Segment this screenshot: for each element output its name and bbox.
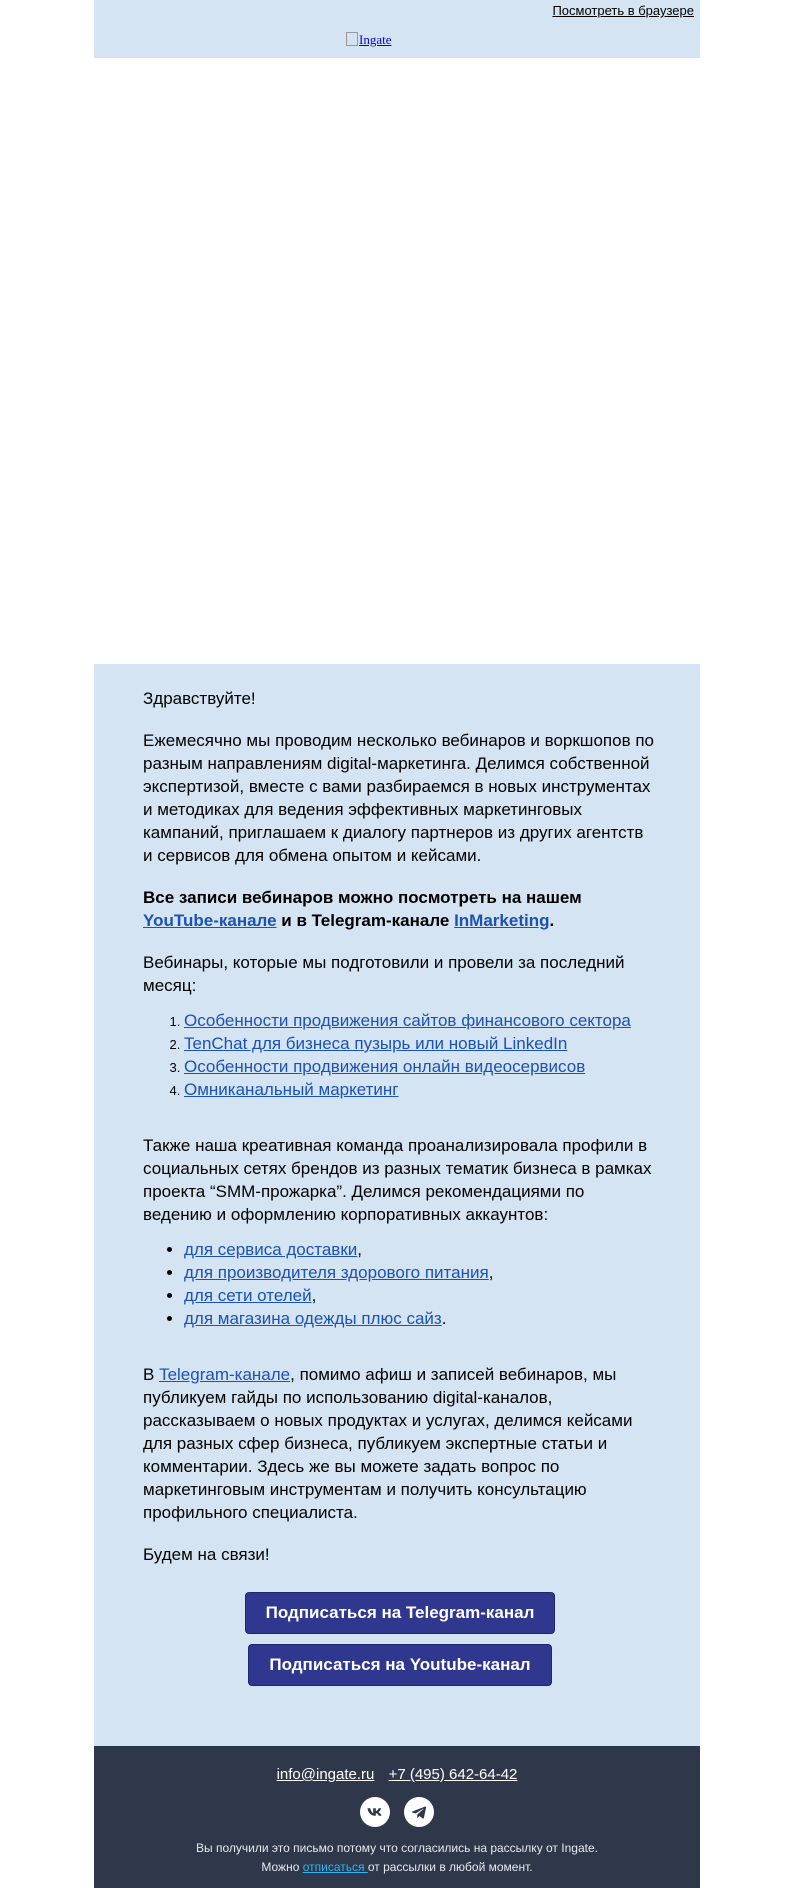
smm-link-healthy-food[interactable]: для производителя здорового питания <box>184 1263 489 1282</box>
list-suffix: , <box>311 1286 317 1305</box>
view-in-browser-link[interactable]: Посмотреть в браузере <box>552 3 694 18</box>
webinar-link-video-services[interactable]: Особенности продвижения онлайн видеосервисов <box>184 1057 586 1076</box>
social-links <box>94 1797 700 1827</box>
list-item <box>184 1238 657 1261</box>
phone-link[interactable]: +7 (495) 642-64-42 <box>388 1766 518 1783</box>
list-item <box>184 1032 657 1055</box>
records-text-2: и в Telegram-канале <box>276 911 455 930</box>
telegram-text: , помимо афиш и записей вебинаров, мы публикуем гайды по использованию digital-каналов, рассказываем о новых продуктах и услугах, делимся кейсами для разных сфер бизнеса, публикуем экспертные статьи и комментарии. Здесь же вы можете задать вопрос по маркетинговым инструментам и получить консультацию профильного специалиста. <box>143 1365 633 1522</box>
ingate-logo-link[interactable] <box>346 32 391 48</box>
webinars-list <box>143 1009 657 1101</box>
youtube-channel-link[interactable]: YouTube-канале <box>143 911 277 930</box>
list-item <box>184 1078 657 1101</box>
webinar-link-tenchat[interactable]: TenChat для бизнеса пузырь или новый LinkedIn <box>184 1034 568 1053</box>
inmarketing-link[interactable]: InMarketing <box>454 911 550 930</box>
greeting: Здравствуйте! <box>143 689 256 708</box>
hero-image-area <box>94 58 700 664</box>
list-suffix: . <box>441 1309 447 1328</box>
list-item <box>184 1261 657 1284</box>
list-item <box>184 1284 657 1307</box>
smm-intro: Также наша креативная команда проанализировала профили в социальных сетях брендов из разных тематик бизнеса в рамках проекта “SMM-прожарка”. Делимся рекомендациями по ведению и оформлению корпоративных аккаунтов: <box>143 1136 652 1224</box>
notice-prefix: Можно <box>261 1860 303 1874</box>
list-suffix: , <box>488 1263 494 1282</box>
webinar-link-omnichannel[interactable]: Омниканальный маркетинг <box>184 1080 399 1099</box>
records-text-1: Все записи вебинаров можно посмотреть на нашем <box>143 888 582 907</box>
webinar-link-financial[interactable]: Особенности продвижения сайтов финансового сектора <box>184 1011 631 1030</box>
telegram-channel-link[interactable]: Telegram-канале <box>159 1365 291 1384</box>
email-header <box>94 0 700 58</box>
subscribe-youtube-button[interactable]: Подписаться на Youtube-канал <box>248 1644 551 1686</box>
records-text-3: . <box>549 911 555 930</box>
notice-line-2 <box>94 1858 700 1877</box>
smm-link-delivery[interactable]: для сервиса доставки <box>184 1240 358 1259</box>
subscription-notice <box>94 1839 700 1877</box>
email-link[interactable]: info@ingate.ru <box>276 1766 375 1783</box>
list-item <box>184 1307 657 1330</box>
telegram-icon[interactable] <box>404 1797 434 1827</box>
list-suffix: , <box>357 1240 363 1259</box>
vk-icon[interactable] <box>360 1797 390 1827</box>
email-container <box>94 0 700 1888</box>
telegram-prefix: В <box>143 1365 160 1384</box>
unsubscribe-link[interactable]: отписаться <box>302 1860 368 1874</box>
smm-link-hotels[interactable]: для сети отелей <box>184 1286 312 1305</box>
notice-suffix: от рассылки в любой момент. <box>367 1860 533 1874</box>
smm-link-plus-size[interactable]: для магазина одежды плюс сайз <box>184 1309 442 1328</box>
smm-list <box>143 1238 657 1330</box>
telegram-paragraph <box>143 1363 657 1524</box>
subscribe-telegram-button[interactable]: Подписаться на Telegram-канал <box>245 1592 556 1634</box>
intro-paragraph: Ежемесячно мы проводим несколько вебинаров и воркшопов по разным направлениям digital-маркетинга. Делимся собственной экспертизой, вместе с вами разбираемся в новых инструментах и методиках для ведения эффективных маркетинговых кампаний, приглашаем к диалогу партнеров из других агентств и сервисов для обмена опытом и кейсами. <box>143 731 654 865</box>
closing-text: Будем на связи! <box>143 1545 270 1564</box>
email-footer <box>94 1746 700 1888</box>
list-item <box>184 1009 657 1032</box>
notice-line-1: Вы получили это письмо потому что согласились на рассылку от Ingate. <box>196 1841 598 1855</box>
list-item <box>184 1055 657 1078</box>
email-body <box>94 664 700 1746</box>
logo-alt-text: Ingate <box>359 32 392 47</box>
subscribe-buttons <box>143 1592 657 1686</box>
records-paragraph <box>143 886 657 932</box>
webinars-intro: Вебинары, которые мы подготовили и провели за последний месяц: <box>143 953 625 995</box>
broken-image-icon <box>346 32 358 46</box>
footer-contacts <box>94 1746 700 1783</box>
